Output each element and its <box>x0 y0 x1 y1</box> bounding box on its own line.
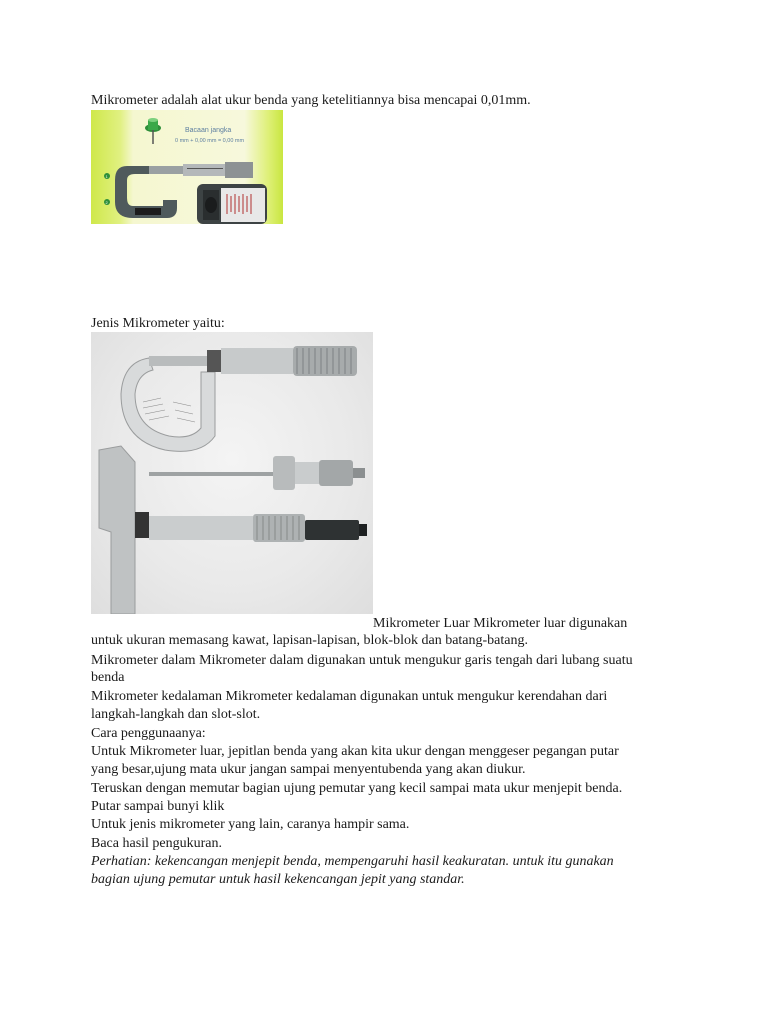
body-line-6: Cara penggunaanya: <box>91 726 206 741</box>
body-line-9: Teruskan dengan memutar bagian ujung pemutar yang kecil sampai mata ukur menjepit benda. <box>91 781 623 796</box>
micrometer-types-drawing <box>91 332 373 614</box>
body-line-11: Untuk jenis mikrometer yang lain, caranya hampir sama. <box>91 817 410 832</box>
body-line-1: untuk ukuran memasang kawat, lapisan-lapisan, blok-blok dan batang-batang. <box>91 633 528 648</box>
figure-formula: 0 mm + 0,00 mm = 0,00 mm <box>175 138 245 144</box>
zoomed-thimble-drum <box>197 184 267 224</box>
body-line-8: yang besar,ujung mata ukur jangan sampai menyentubenda yang akan diukur. <box>91 762 526 777</box>
note-line-1: Perhatian: kekencangan menjepit benda, mempengaruhi hasil keakuratan. untuk itu gunakan <box>91 854 614 869</box>
body-line-7: Untuk Mikrometer luar, jepitlan benda yang akan kita ukur dengan menggeser pegangan putar <box>91 744 619 759</box>
thimble-icon <box>145 118 161 144</box>
outside-micrometer-drawing <box>121 346 357 451</box>
micrometer-reading-drawing <box>91 110 283 224</box>
types-heading: Jenis Mikrometer yaitu: <box>91 316 225 331</box>
note-line-2: bagian ujung pemutar untuk hasil kekencangan jepit yang standar. <box>91 872 465 887</box>
micrometer-reading-illustration <box>91 110 283 224</box>
body-line-2: Mikrometer dalam Mikrometer dalam digunakan untuk mengukur garis tengah dari lubang suatu <box>91 653 633 668</box>
body-line-4: Mikrometer kedalaman Mikrometer kedalaman digunakan untuk mengukur kerendahan dari <box>91 689 608 704</box>
body-line-5: langkah-langkah dan slot-slot. <box>91 707 261 722</box>
body-line-12: Baca hasil pengukuran. <box>91 836 223 851</box>
micrometer-types-photo <box>91 332 373 614</box>
body-line-3: benda <box>91 670 125 685</box>
step-1-label: 1 <box>105 174 108 179</box>
body-line-10: Putar sampai bunyi klik <box>91 799 225 814</box>
figure-title: Bacaan jangka <box>185 127 232 134</box>
intro-text: Mikrometer adalah alat ukur benda yang ketelitiannya bisa mencapai 0,01mm. <box>91 93 531 108</box>
inside-micrometer-drawing <box>149 456 365 490</box>
caption-outside-micrometer: Mikrometer Luar Mikrometer luar digunakan <box>373 616 628 631</box>
step-2-label: 2 <box>105 200 108 205</box>
